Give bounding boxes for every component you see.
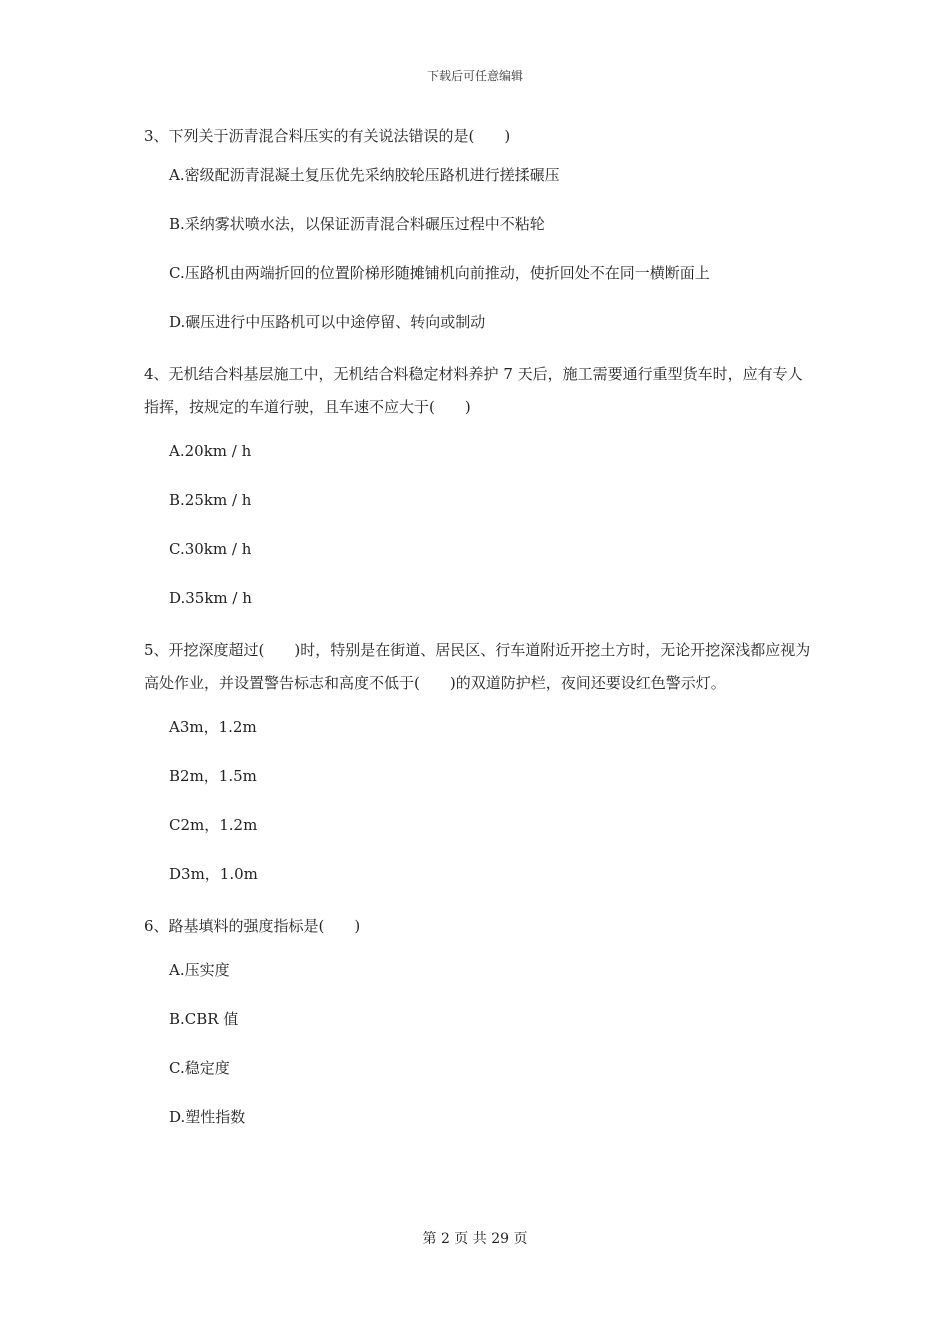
option-c: C2m，1.2m [169, 816, 258, 834]
question-text: 5、开挖深度超过( )时，特别是在街道、居民区、行车道附近开挖土方时，无论开挖深浅都应视为高处作业，并设置警告标志和高度不低于( )的双道防护栏，夜间还要设红色警示灯。 [144, 641, 811, 692]
option-b: B2m，1.5m [169, 767, 257, 785]
option-a: A.压实度 [169, 961, 230, 979]
option-c: C.稳定度 [169, 1059, 230, 1077]
option-d: D.碾压进行中压路机可以中途停留、转向或制动 [169, 313, 486, 331]
question-text: 6、路基填料的强度指标是( ) [144, 917, 361, 935]
question-6 [144, 910, 814, 1127]
option-d: D.塑性指数 [169, 1108, 246, 1126]
question-4 [144, 358, 814, 608]
option-a: A3m，1.2m [169, 718, 257, 736]
question-text: 4、无机结合料基层施工中，无机结合料稳定材料养护 7 天后，施工需要通行重型货车时，应有专人指挥，按规定的车道行驶，且车速不应大于( ) [144, 365, 803, 416]
option-c: C.压路机由两端折回的位置阶梯形随摊铺机向前推动，使折回处不在同一横断面上 [169, 264, 710, 282]
question-text: 3、下列关于沥青混合料压实的有关说法错误的是( ) [144, 127, 511, 145]
page-number: 第 2 页 共 29 页 [422, 1231, 528, 1247]
question-5 [144, 634, 814, 884]
option-a: A.密级配沥青混凝土复压优先采纳胶轮压路机进行搓揉碾压 [169, 166, 560, 184]
option-d: D3m，1.0m [169, 865, 258, 883]
option-b: B.采纳雾状喷水法，以保证沥青混合料碾压过程中不粘轮 [169, 215, 545, 233]
option-b: B.25km / h [169, 491, 252, 509]
question-list [144, 124, 814, 1127]
option-b: B.CBR 值 [169, 1010, 239, 1028]
option-d: D.35km / h [169, 589, 252, 607]
option-a: A.20km / h [169, 442, 252, 460]
header-note: 下载后可任意编辑 [426, 69, 523, 83]
question-3 [144, 124, 814, 332]
option-c: C.30km / h [169, 540, 252, 558]
